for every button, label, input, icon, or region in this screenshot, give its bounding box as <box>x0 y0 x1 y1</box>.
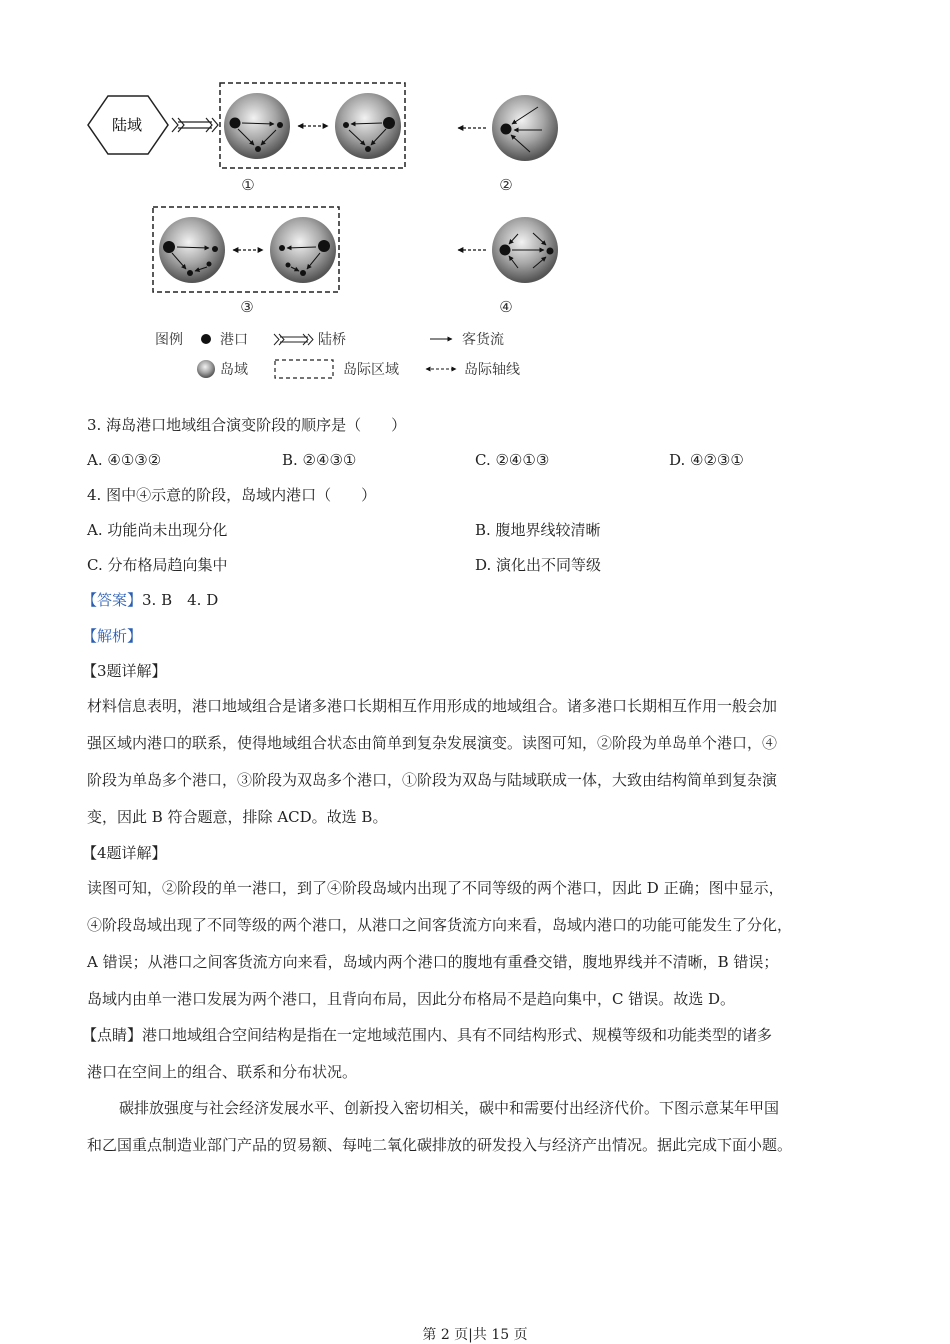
legend-land-bridge: 陆桥 <box>318 332 346 348</box>
answer-line <box>82 590 218 610</box>
question-3-option-c: C. ②④①③ <box>475 451 550 469</box>
note-line-2: 港口在空间上的组合、联系和分布状况。 <box>87 1063 358 1081</box>
port-evolution-diagram <box>0 70 620 390</box>
stage-label-1: ① <box>241 176 255 194</box>
question-3-option-d: D. ④②③① <box>669 451 744 469</box>
answer-tag: 【答案】 <box>82 591 143 609</box>
note-tag: 【点睛】 <box>82 1026 143 1044</box>
q3-line-3: 阶段为单岛多个港口，③阶段为双岛多个港口，①阶段为双岛与陆域联成一体，大致由结构简单到复杂演 <box>87 771 778 789</box>
q3-line-4: 变，因此 B 符合题意，排除 ACD。故选 B。 <box>87 808 388 826</box>
stage-label-4: ④ <box>499 298 513 316</box>
q4-line-4: 岛域内由单一港口发展为两个港口，且背向布局，因此分布格局不是趋向集中，C 错误。故选 D。 <box>87 990 736 1008</box>
legend-port: 港口 <box>220 332 248 348</box>
q4-line-2: ④阶段岛域出现了不同等级的两个港口，从港口之间客货流方向来看，岛域内港口的功能可能发生了分化， <box>87 916 793 934</box>
question-4-option-d: D. 演化出不同等级 <box>475 556 602 574</box>
legend-title: 图例 <box>155 332 183 348</box>
legend <box>155 331 520 378</box>
q3-line-2: 强区域内港口的联系，使得地域组合状态由简单到复杂发展演变。读图可知，②阶段为单岛单个港口，④ <box>87 734 778 752</box>
legend-flow: 客货流 <box>462 332 504 348</box>
question-3-option-a: A. ④①③② <box>87 451 162 469</box>
question-4-option-c: C. 分布格局趋向集中 <box>87 556 228 574</box>
answer-text: 3. B 4. D <box>142 591 219 609</box>
question-4-option-b: B. 腹地界线较清晰 <box>475 521 601 539</box>
q4-line-3: A 错误；从港口之间客货流方向来看，岛域内两个港口的腹地有重叠交错，腹地界线并不清晰，B 错误； <box>87 953 779 971</box>
port-icon <box>230 118 241 129</box>
land-bridge-symbol <box>172 118 218 132</box>
material-line-1: 碳排放强度与社会经济发展水平、创新投入密切相关，碳中和需要付出经济代价。下图示意某年甲国 <box>119 1099 780 1117</box>
stage-label-2: ② <box>499 176 513 194</box>
stage-label-3: ③ <box>240 298 254 316</box>
page-footer: 第 2 页|共 15 页 <box>422 1327 528 1343</box>
q3-title: 【3题详解】 <box>82 662 167 680</box>
legend-island: 岛域 <box>220 362 248 378</box>
question-4-option-a: A. 功能尚未出现分化 <box>87 521 228 539</box>
question-3-option-b: B. ②④③① <box>282 451 357 469</box>
question-4-stem: 4. 图中④示意的阶段，岛域内港口（ ） <box>87 486 377 504</box>
q3-line-1: 材料信息表明，港口地域组合是诸多港口长期相互作用形成的地域组合。诸多港口长期相互作用一般会加 <box>87 697 778 715</box>
legend-axis: 岛际轴线 <box>464 362 520 378</box>
land-label: 陆域 <box>111 116 143 134</box>
q4-line-1: 读图可知，②阶段的单一港口，到了④阶段岛域内出现了不同等级的两个港口，因此 D 正确；图中显示， <box>87 879 784 897</box>
note-text-1: 港口地域组合空间结构是指在一定地域范围内、具有不同结构形式、规模等级和功能类型的诸多 <box>142 1026 773 1044</box>
legend-region: 岛际区域 <box>343 362 399 378</box>
q4-title: 【4题详解】 <box>82 844 167 862</box>
question-3-stem: 3. 海岛港口地域组合演变阶段的顺序是（ ） <box>87 416 407 434</box>
land-region <box>88 96 168 154</box>
analysis-tag: 【解析】 <box>82 627 143 645</box>
material-line-2: 和乙国重点制造业部门产品的贸易额、每吨二氧化碳排放的研发投入与经济产出情况。据此完成下面小题。 <box>87 1136 793 1154</box>
note-line-1 <box>82 1025 772 1045</box>
